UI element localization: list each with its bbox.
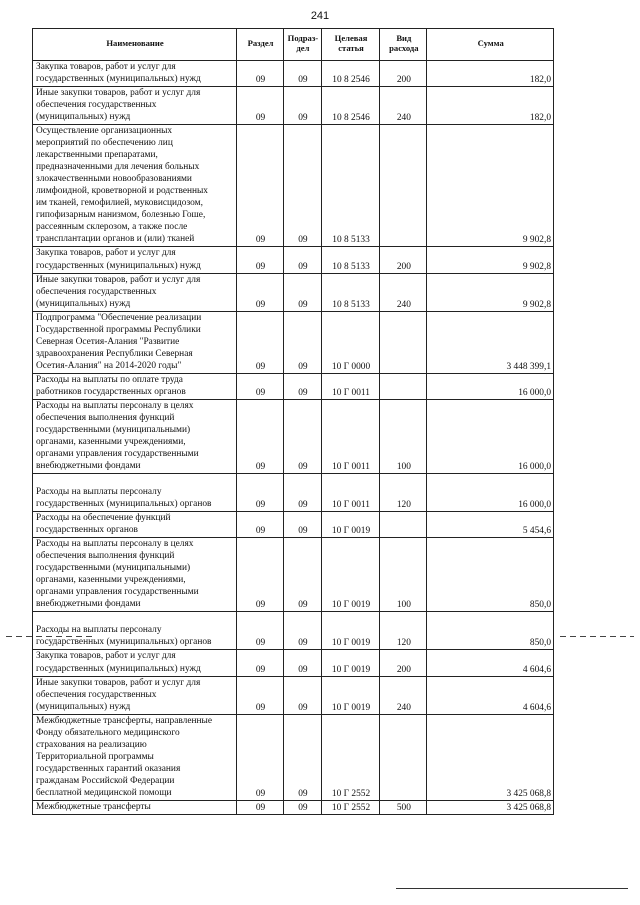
header-name: Наименование — [33, 29, 237, 61]
row-name: Осуществление организационных мероприятий по обеспечению лиц лекарственными препаратами, предназначенными для лечения больных злокачественными новообразованиями лимфоидной, кроветворной и родственных им тканей, гемофилией, муковисцидозом, гипофизарным нанизмом, болезнью Гоше, рассеянным склерозом, а также после трансплантации органов и (или) тканей — [33, 125, 237, 247]
row-expense-type — [380, 512, 427, 538]
budget-table — [32, 28, 554, 815]
row-name: Расходы на выплаты персоналу в целях обеспечения выполнения функций государственными (муниципальными) органами, казенными учреждениями, органами управления государственными внебюджетными фондами — [33, 538, 237, 612]
row-article: 10 8 5133 — [321, 247, 380, 273]
row-amount: 4 604,6 — [427, 650, 554, 676]
row-subsection: 09 — [284, 87, 322, 125]
row-subsection: 09 — [284, 676, 322, 714]
row-amount: 5 454,6 — [427, 512, 554, 538]
row-name: Расходы на выплаты персоналу государственных (муниципальных) органов — [33, 474, 237, 512]
row-amount: 9 902,8 — [427, 273, 554, 311]
row-expense-type: 500 — [380, 800, 427, 814]
row-name: Расходы на выплаты по оплате труда работников государственных органов — [33, 373, 237, 399]
row-subsection: 09 — [284, 538, 322, 612]
row-subsection: 09 — [284, 273, 322, 311]
scan-artifact-line — [560, 636, 634, 637]
header-subsection: Подраз- дел — [284, 29, 322, 61]
table-row — [33, 87, 554, 125]
table-row — [33, 676, 554, 714]
row-name: Межбюджетные трансферты, направленные Фонду обязательного медицинского страхования на реализацию Территориальной программы государственных гарантий оказания гражданам Российской Федерации бесплатной медицинской помощи — [33, 714, 237, 800]
row-subsection: 09 — [284, 612, 322, 650]
row-section: 09 — [237, 512, 284, 538]
row-article: 10 Г 0011 — [321, 474, 380, 512]
row-section: 09 — [237, 247, 284, 273]
row-section: 09 — [237, 273, 284, 311]
header-target-article: Целевая статья — [321, 29, 380, 61]
row-expense-type: 120 — [380, 474, 427, 512]
row-subsection: 09 — [284, 125, 322, 247]
row-name: Иные закупки товаров, работ и услуг для обеспечения государственных (муниципальных) нужд — [33, 273, 237, 311]
header-section: Раздел — [237, 29, 284, 61]
page-number: 241 — [310, 10, 330, 22]
row-amount: 16 000,0 — [427, 399, 554, 473]
table-row — [33, 61, 554, 87]
row-section: 09 — [237, 612, 284, 650]
row-article: 10 Г 0019 — [321, 676, 380, 714]
row-name: Иные закупки товаров, работ и услуг для обеспечения государственных (муниципальных) нужд — [33, 676, 237, 714]
row-section: 09 — [237, 87, 284, 125]
row-section: 09 — [237, 311, 284, 373]
row-name: Подпрограмма "Обеспечение реализации Государственной программы Республики Северная Осетия-Алания "Развитие здравоохранения Республики Северная Осетия-Алания" на 2014-2020 годы" — [33, 311, 237, 373]
row-article: 10 8 5133 — [321, 273, 380, 311]
row-subsection: 09 — [284, 399, 322, 473]
row-subsection: 09 — [284, 474, 322, 512]
row-amount: 182,0 — [427, 61, 554, 87]
table-row — [33, 538, 554, 612]
row-subsection: 09 — [284, 650, 322, 676]
row-section: 09 — [237, 474, 284, 512]
row-section: 09 — [237, 676, 284, 714]
row-expense-type: 200 — [380, 61, 427, 87]
row-expense-type: 200 — [380, 247, 427, 273]
row-amount: 9 902,8 — [427, 247, 554, 273]
row-name: Межбюджетные трансферты — [33, 800, 237, 814]
table-row — [33, 512, 554, 538]
row-expense-type — [380, 311, 427, 373]
row-subsection: 09 — [284, 512, 322, 538]
row-section: 09 — [237, 61, 284, 87]
table-row — [33, 474, 554, 512]
table-row — [33, 612, 554, 650]
table-row — [33, 311, 554, 373]
row-article: 10 Г 0000 — [321, 311, 380, 373]
row-expense-type: 200 — [380, 650, 427, 676]
row-subsection: 09 — [284, 800, 322, 814]
row-subsection: 09 — [284, 311, 322, 373]
row-subsection: 09 — [284, 714, 322, 800]
table-header-row — [33, 29, 554, 61]
scan-artifact-line — [6, 636, 92, 637]
row-article: 10 8 2546 — [321, 61, 380, 87]
row-expense-type — [380, 714, 427, 800]
row-article: 10 Г 0019 — [321, 650, 380, 676]
row-amount: 3 448 399,1 — [427, 311, 554, 373]
row-article: 10 Г 0019 — [321, 612, 380, 650]
row-name: Расходы на обеспечение функций государственных органов — [33, 512, 237, 538]
row-amount: 9 902,8 — [427, 125, 554, 247]
row-expense-type — [380, 373, 427, 399]
row-name: Расходы на выплаты персоналу в целях обеспечения выполнения функций государственными (муниципальными) органами, казенными учреждениями, органами управления государственными внебюджетными фондами — [33, 399, 237, 473]
row-expense-type: 240 — [380, 87, 427, 125]
row-section: 09 — [237, 373, 284, 399]
row-section: 09 — [237, 538, 284, 612]
row-expense-type: 100 — [380, 538, 427, 612]
row-amount: 4 604,6 — [427, 676, 554, 714]
row-article: 10 Г 2552 — [321, 714, 380, 800]
header-amount: Сумма — [427, 29, 554, 61]
row-amount: 3 425 068,8 — [427, 800, 554, 814]
row-name: Расходы на выплаты персоналу государственных (муниципальных) органов — [33, 612, 237, 650]
row-article: 10 8 5133 — [321, 125, 380, 247]
table-row — [33, 650, 554, 676]
table-row — [33, 373, 554, 399]
row-article: 10 Г 0011 — [321, 373, 380, 399]
row-expense-type — [380, 125, 427, 247]
table-row — [33, 247, 554, 273]
row-article: 10 Г 0019 — [321, 538, 380, 612]
row-section: 09 — [237, 800, 284, 814]
row-amount: 850,0 — [427, 612, 554, 650]
row-article: 10 Г 0019 — [321, 512, 380, 538]
row-section: 09 — [237, 125, 284, 247]
row-amount: 16 000,0 — [427, 474, 554, 512]
row-name: Закупка товаров, работ и услуг для государственных (муниципальных) нужд — [33, 650, 237, 676]
row-name: Закупка товаров, работ и услуг для государственных (муниципальных) нужд — [33, 61, 237, 87]
row-expense-type: 240 — [380, 676, 427, 714]
row-expense-type: 120 — [380, 612, 427, 650]
table-row — [33, 125, 554, 247]
row-section: 09 — [237, 399, 284, 473]
row-subsection: 09 — [284, 247, 322, 273]
row-amount: 182,0 — [427, 87, 554, 125]
row-section: 09 — [237, 714, 284, 800]
row-amount: 16 000,0 — [427, 373, 554, 399]
row-subsection: 09 — [284, 61, 322, 87]
row-amount: 3 425 068,8 — [427, 714, 554, 800]
table-row — [33, 399, 554, 473]
table-row — [33, 273, 554, 311]
row-article: 10 Г 2552 — [321, 800, 380, 814]
row-name: Иные закупки товаров, работ и услуг для обеспечения государственных (муниципальных) нужд — [33, 87, 237, 125]
table-row — [33, 800, 554, 814]
row-amount: 850,0 — [427, 538, 554, 612]
row-expense-type: 240 — [380, 273, 427, 311]
row-expense-type: 100 — [380, 399, 427, 473]
bottom-rule — [396, 888, 628, 889]
header-expense-type: Вид расхода — [380, 29, 427, 61]
row-article: 10 8 2546 — [321, 87, 380, 125]
table-row — [33, 714, 554, 800]
row-section: 09 — [237, 650, 284, 676]
row-name: Закупка товаров, работ и услуг для государственных (муниципальных) нужд — [33, 247, 237, 273]
row-subsection: 09 — [284, 373, 322, 399]
row-article: 10 Г 0011 — [321, 399, 380, 473]
